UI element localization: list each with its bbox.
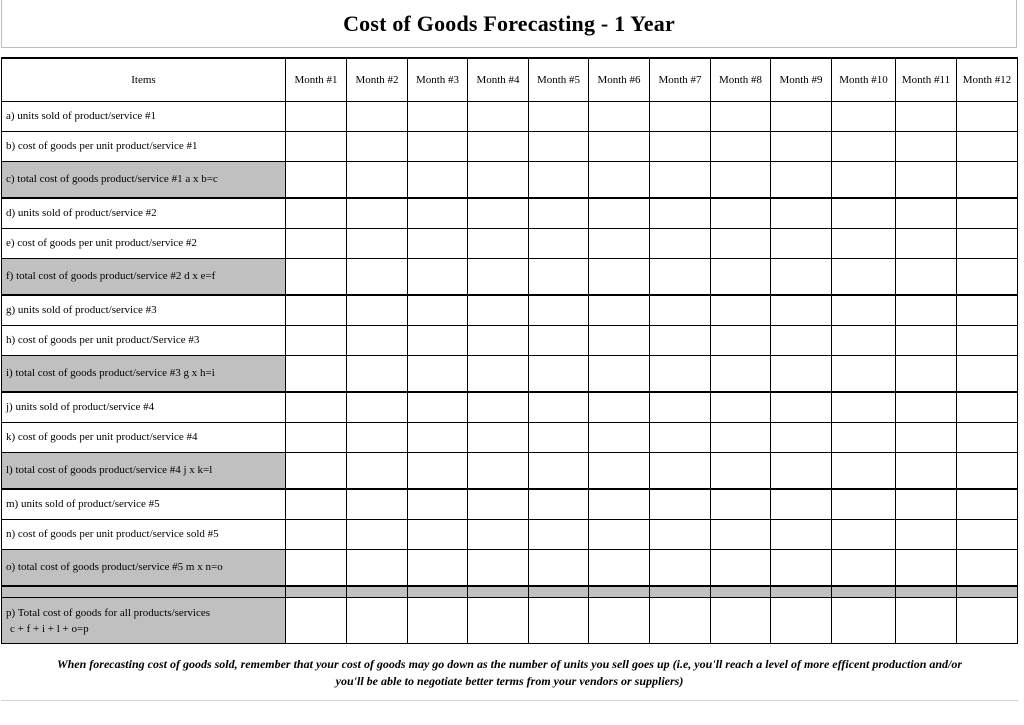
month-cell[interactable] [896, 598, 957, 644]
month-cell[interactable] [957, 519, 1018, 549]
month-cell[interactable] [529, 452, 589, 489]
month-cell[interactable] [957, 131, 1018, 161]
spacer-cell [468, 586, 529, 598]
month-cell[interactable] [711, 228, 771, 258]
month-cell[interactable] [896, 355, 957, 392]
grand-total-formula: c + f + i + l + o=p [10, 622, 89, 635]
month-cell[interactable] [711, 258, 771, 295]
month-cell[interactable] [347, 452, 408, 489]
month-cell[interactable] [286, 392, 347, 422]
month-cell[interactable] [771, 198, 832, 228]
spacer-cell [896, 586, 957, 598]
month-header: Month #4 [468, 58, 529, 101]
month-cell[interactable] [832, 295, 896, 325]
month-cell[interactable] [896, 101, 957, 131]
month-cell[interactable] [896, 392, 957, 422]
month-cell[interactable] [589, 598, 650, 644]
month-cell[interactable] [771, 422, 832, 452]
subtotal-row [2, 258, 1018, 295]
month-cell[interactable] [529, 519, 589, 549]
month-cell[interactable] [589, 228, 650, 258]
month-cell[interactable] [529, 101, 589, 131]
month-cell[interactable] [529, 422, 589, 452]
month-cell[interactable] [589, 198, 650, 228]
month-cell[interactable] [711, 392, 771, 422]
month-cell[interactable] [650, 228, 711, 258]
month-cell[interactable] [957, 422, 1018, 452]
month-cell[interactable] [468, 131, 529, 161]
month-cell[interactable] [832, 228, 896, 258]
month-header: Month #11 [896, 58, 957, 101]
month-cell[interactable] [650, 519, 711, 549]
month-cell[interactable] [957, 258, 1018, 295]
month-cell[interactable] [589, 355, 650, 392]
month-cell[interactable] [468, 198, 529, 228]
spacer-cell [286, 586, 347, 598]
spreadsheet-frame [1, 0, 1017, 724]
title-band [1, 0, 1017, 48]
month-cell[interactable] [589, 392, 650, 422]
month-cell[interactable] [347, 519, 408, 549]
month-cell[interactable] [650, 325, 711, 355]
month-cell[interactable] [957, 325, 1018, 355]
table-row [2, 325, 1018, 355]
month-header: Month #3 [408, 58, 468, 101]
month-cell[interactable] [832, 489, 896, 519]
table-row [2, 228, 1018, 258]
month-cell[interactable] [650, 258, 711, 295]
row-label: c) total cost of goods product/service #1 a x b=c [2, 161, 286, 198]
month-cell[interactable] [408, 452, 468, 489]
month-cell[interactable] [896, 325, 957, 355]
month-cell[interactable] [896, 452, 957, 489]
month-cell[interactable] [832, 131, 896, 161]
month-cell[interactable] [650, 198, 711, 228]
month-cell[interactable] [529, 198, 589, 228]
month-cell[interactable] [650, 355, 711, 392]
month-cell[interactable] [771, 519, 832, 549]
month-cell[interactable] [347, 161, 408, 198]
row-label: f) total cost of goods product/service #2 d x e=f [2, 258, 286, 295]
month-cell[interactable] [832, 258, 896, 295]
month-cell[interactable] [347, 258, 408, 295]
month-cell[interactable] [711, 598, 771, 644]
month-cell[interactable] [408, 258, 468, 295]
month-cell[interactable] [832, 101, 896, 131]
month-cell[interactable] [347, 355, 408, 392]
month-cell[interactable] [896, 549, 957, 586]
month-cell[interactable] [771, 489, 832, 519]
month-cell[interactable] [832, 355, 896, 392]
month-cell[interactable] [957, 452, 1018, 489]
month-cell[interactable] [589, 295, 650, 325]
month-cell[interactable] [771, 549, 832, 586]
header-row [2, 58, 1018, 101]
spacer-cell [832, 586, 896, 598]
month-cell[interactable] [286, 549, 347, 586]
month-cell[interactable] [468, 598, 529, 644]
spacer-cell [347, 586, 408, 598]
month-cell[interactable] [711, 489, 771, 519]
month-cell[interactable] [711, 549, 771, 586]
month-cell[interactable] [286, 598, 347, 644]
month-cell[interactable] [896, 258, 957, 295]
month-cell[interactable] [286, 422, 347, 452]
month-cell[interactable] [529, 392, 589, 422]
month-header: Month #5 [529, 58, 589, 101]
month-cell[interactable] [589, 161, 650, 198]
month-cell[interactable] [286, 228, 347, 258]
subtotal-row [2, 452, 1018, 489]
month-cell[interactable] [771, 161, 832, 198]
month-header: Month #10 [832, 58, 896, 101]
month-cell[interactable] [832, 519, 896, 549]
month-cell[interactable] [771, 452, 832, 489]
spacer-cell [650, 586, 711, 598]
month-cell[interactable] [589, 101, 650, 131]
table-row [2, 101, 1018, 131]
month-cell[interactable] [957, 598, 1018, 644]
month-cell[interactable] [771, 131, 832, 161]
month-cell[interactable] [286, 519, 347, 549]
month-cell[interactable] [347, 131, 408, 161]
month-header: Month #9 [771, 58, 832, 101]
month-cell[interactable] [408, 489, 468, 519]
month-cell[interactable] [832, 549, 896, 586]
month-cell[interactable] [650, 422, 711, 452]
month-cell[interactable] [468, 489, 529, 519]
spacer-cell [957, 586, 1018, 598]
month-cell[interactable] [832, 392, 896, 422]
spacer-row [2, 586, 1018, 598]
month-cell[interactable] [347, 325, 408, 355]
month-cell[interactable] [896, 489, 957, 519]
month-cell[interactable] [286, 198, 347, 228]
month-cell[interactable] [408, 228, 468, 258]
month-cell[interactable] [896, 519, 957, 549]
row-label: k) cost of goods per unit product/service #4 [2, 422, 286, 452]
month-cell[interactable] [408, 549, 468, 586]
row-label: m) units sold of product/service #5 [2, 489, 286, 519]
month-cell[interactable] [650, 131, 711, 161]
grand-total-title: p) Total cost of goods for all products/services [6, 606, 211, 619]
spacer-cell [408, 586, 468, 598]
month-cell[interactable] [529, 355, 589, 392]
month-cell[interactable] [468, 295, 529, 325]
month-cell[interactable] [650, 598, 711, 644]
row-label: i) total cost of goods product/service #3 g x h=i [2, 355, 286, 392]
month-cell[interactable] [408, 198, 468, 228]
subtotal-row [2, 549, 1018, 586]
month-cell[interactable] [529, 295, 589, 325]
month-cell[interactable] [771, 228, 832, 258]
month-cell[interactable] [529, 258, 589, 295]
month-cell[interactable] [347, 392, 408, 422]
month-cell[interactable] [711, 295, 771, 325]
table-row [2, 295, 1018, 325]
month-cell[interactable] [832, 452, 896, 489]
month-cell[interactable] [832, 198, 896, 228]
month-cell[interactable] [347, 198, 408, 228]
row-label: e) cost of goods per unit product/service #2 [2, 228, 286, 258]
forecast-note [1, 656, 1018, 690]
month-cell[interactable] [529, 549, 589, 586]
month-cell[interactable] [711, 198, 771, 228]
spacer-cell [529, 586, 589, 598]
month-cell[interactable] [408, 295, 468, 325]
month-cell[interactable] [468, 325, 529, 355]
month-cell[interactable] [771, 325, 832, 355]
row-label: l) total cost of goods product/service #4 j x k=l [2, 452, 286, 489]
month-cell[interactable] [650, 549, 711, 586]
row-label: g) units sold of product/service #3 [2, 295, 286, 325]
month-cell[interactable] [347, 489, 408, 519]
month-cell[interactable] [589, 519, 650, 549]
month-cell[interactable] [286, 489, 347, 519]
month-cell[interactable] [347, 101, 408, 131]
month-header: Month #8 [711, 58, 771, 101]
table-row [2, 489, 1018, 519]
month-cell[interactable] [286, 161, 347, 198]
spacer-cell [711, 586, 771, 598]
month-cell[interactable] [468, 228, 529, 258]
month-cell[interactable] [650, 295, 711, 325]
month-cell[interactable] [468, 519, 529, 549]
month-cell[interactable] [771, 355, 832, 392]
month-cell[interactable] [286, 295, 347, 325]
month-cell[interactable] [957, 295, 1018, 325]
month-cell[interactable] [957, 101, 1018, 131]
month-cell[interactable] [408, 131, 468, 161]
table-row [2, 422, 1018, 452]
month-cell[interactable] [408, 392, 468, 422]
month-cell[interactable] [957, 549, 1018, 586]
month-cell[interactable] [896, 198, 957, 228]
month-cell[interactable] [589, 131, 650, 161]
month-cell[interactable] [896, 228, 957, 258]
month-cell[interactable] [711, 355, 771, 392]
month-cell[interactable] [896, 131, 957, 161]
month-cell[interactable] [832, 598, 896, 644]
month-cell[interactable] [589, 422, 650, 452]
month-cell[interactable] [408, 161, 468, 198]
grand-total-row [2, 598, 1018, 644]
month-cell[interactable] [286, 325, 347, 355]
month-cell[interactable] [529, 325, 589, 355]
month-cell[interactable] [832, 161, 896, 198]
month-cell[interactable] [286, 101, 347, 131]
row-label: a) units sold of product/service #1 [2, 101, 286, 131]
month-cell[interactable] [589, 489, 650, 519]
month-cell[interactable] [468, 355, 529, 392]
month-cell[interactable] [957, 355, 1018, 392]
month-header: Month #6 [589, 58, 650, 101]
table-row [2, 198, 1018, 228]
table-row [2, 392, 1018, 422]
forecast-table [1, 57, 1018, 644]
month-cell[interactable] [468, 161, 529, 198]
month-cell[interactable] [650, 161, 711, 198]
month-cell[interactable] [408, 519, 468, 549]
month-cell[interactable] [957, 489, 1018, 519]
empty-row [1, 700, 1018, 725]
month-cell[interactable] [529, 131, 589, 161]
grand-total-label [2, 598, 286, 644]
month-header: Month #12 [957, 58, 1018, 101]
month-cell[interactable] [771, 258, 832, 295]
month-cell[interactable] [771, 295, 832, 325]
row-label: n) cost of goods per unit product/service sold #5 [2, 519, 286, 549]
month-cell[interactable] [468, 452, 529, 489]
month-cell[interactable] [347, 598, 408, 644]
month-cell[interactable] [286, 131, 347, 161]
month-cell[interactable] [957, 392, 1018, 422]
month-cell[interactable] [832, 422, 896, 452]
month-cell[interactable] [832, 325, 896, 355]
month-cell[interactable] [896, 295, 957, 325]
row-label: j) units sold of product/service #4 [2, 392, 286, 422]
month-cell[interactable] [896, 161, 957, 198]
month-cell[interactable] [286, 258, 347, 295]
month-cell[interactable] [408, 325, 468, 355]
month-cell[interactable] [650, 392, 711, 422]
month-cell[interactable] [468, 258, 529, 295]
month-cell[interactable] [650, 101, 711, 131]
month-cell[interactable] [408, 355, 468, 392]
note-line-2: you'll be able to negotiate better terms from your vendors or suppliers) [335, 674, 684, 688]
note-line-1: When forecasting cost of goods sold, remember that your cost of goods may go down as the number of units you sell goes up (i.e, you'll reach a level of more efficent production and/or [56, 657, 963, 671]
month-cell[interactable] [711, 131, 771, 161]
month-cell[interactable] [771, 392, 832, 422]
subtotal-row [2, 355, 1018, 392]
month-cell[interactable] [771, 598, 832, 644]
month-cell[interactable] [408, 422, 468, 452]
subtotal-row [2, 161, 1018, 198]
month-header: Month #1 [286, 58, 347, 101]
month-cell[interactable] [529, 228, 589, 258]
month-cell[interactable] [529, 598, 589, 644]
month-cell[interactable] [589, 452, 650, 489]
row-label: h) cost of goods per unit product/Service #3 [2, 325, 286, 355]
month-cell[interactable] [711, 519, 771, 549]
month-cell[interactable] [711, 325, 771, 355]
month-cell[interactable] [347, 295, 408, 325]
month-cell[interactable] [347, 228, 408, 258]
row-label: b) cost of goods per unit product/service #1 [2, 131, 286, 161]
spacer-cell [771, 586, 832, 598]
month-cell[interactable] [286, 452, 347, 489]
month-cell[interactable] [957, 228, 1018, 258]
month-cell[interactable] [957, 198, 1018, 228]
month-cell[interactable] [771, 101, 832, 131]
month-cell[interactable] [347, 422, 408, 452]
month-cell[interactable] [711, 161, 771, 198]
month-cell[interactable] [468, 549, 529, 586]
page-title: Cost of Goods Forecasting - 1 Year [343, 10, 675, 36]
items-header: Items [2, 58, 286, 101]
month-cell[interactable] [468, 392, 529, 422]
month-cell[interactable] [529, 161, 589, 198]
month-cell[interactable] [589, 325, 650, 355]
month-cell[interactable] [711, 452, 771, 489]
month-cell[interactable] [896, 422, 957, 452]
row-label: d) units sold of product/service #2 [2, 198, 286, 228]
month-cell[interactable] [711, 101, 771, 131]
month-cell[interactable] [650, 452, 711, 489]
spacer-cell [2, 586, 286, 598]
month-cell[interactable] [468, 101, 529, 131]
month-header: Month #7 [650, 58, 711, 101]
month-cell[interactable] [408, 598, 468, 644]
month-cell[interactable] [286, 355, 347, 392]
month-cell[interactable] [589, 549, 650, 586]
month-cell[interactable] [711, 422, 771, 452]
month-header: Month #2 [347, 58, 408, 101]
month-cell[interactable] [347, 549, 408, 586]
month-cell[interactable] [957, 161, 1018, 198]
month-cell[interactable] [529, 489, 589, 519]
month-cell[interactable] [589, 258, 650, 295]
month-cell[interactable] [468, 422, 529, 452]
month-cell[interactable] [408, 101, 468, 131]
row-label: o) total cost of goods product/service #5 m x n=o [2, 549, 286, 586]
month-cell[interactable] [650, 489, 711, 519]
table-row [2, 519, 1018, 549]
spacer-cell [589, 586, 650, 598]
table-row [2, 131, 1018, 161]
